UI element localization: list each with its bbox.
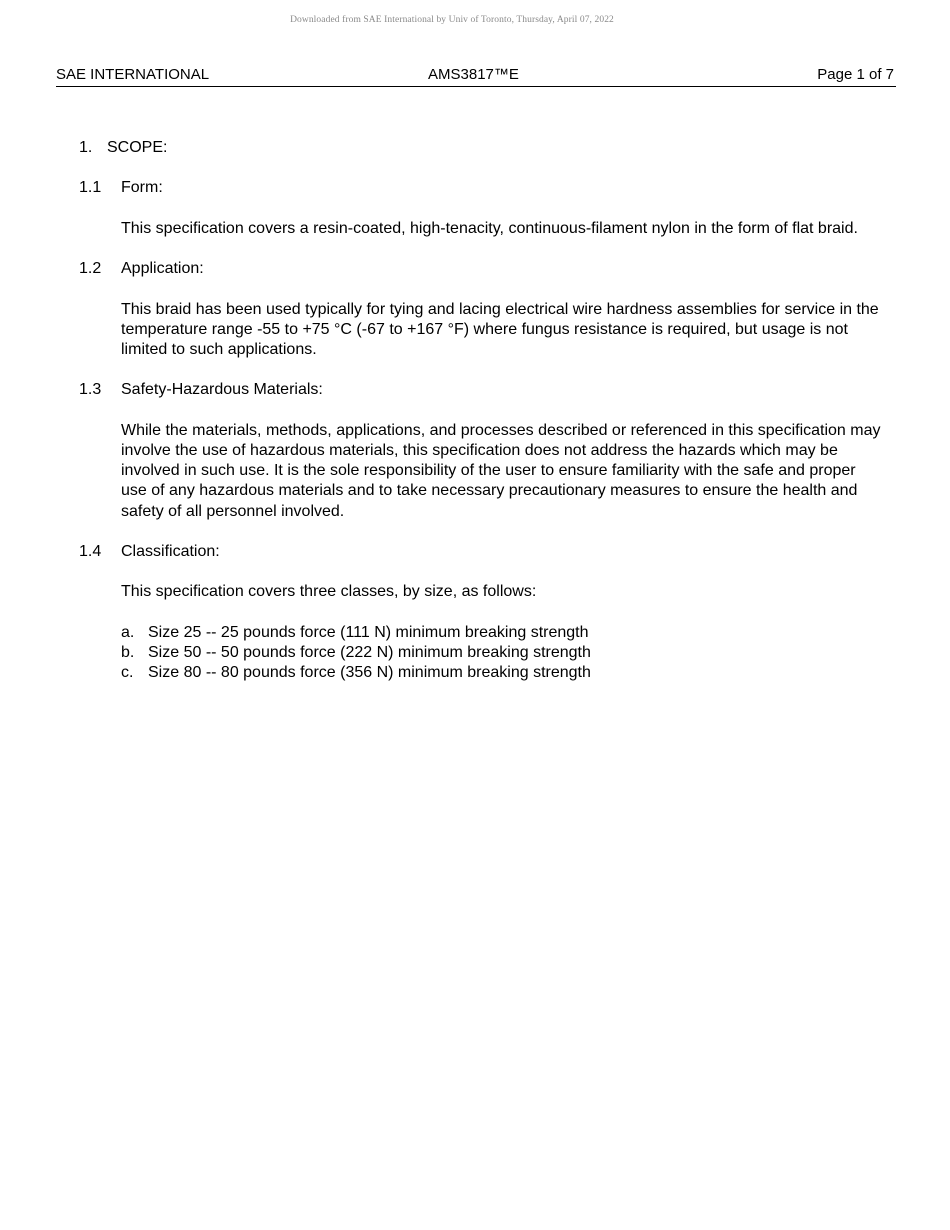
- subsection-safety: [79, 380, 879, 521]
- section-heading: [79, 138, 879, 158]
- header-organization: SAE INTERNATIONAL: [56, 66, 210, 83]
- subsection-number: 1.3: [79, 381, 102, 399]
- list-item-text: Size 50 -- 50 pounds force (222 N) minimum breaking strength: [148, 643, 591, 661]
- list-item-text: Size 80 -- 80 pounds force (356 N) minimum breaking strength: [148, 664, 591, 682]
- class-list: [121, 623, 879, 684]
- subsection-paragraph: This specification covers a resin-coated, high-tenacity, continuous-filament nylon in the form of flat braid.: [121, 219, 858, 237]
- subsection-number: 1.2: [79, 260, 102, 278]
- subsection-heading: [79, 542, 879, 562]
- subsection-heading: [79, 259, 879, 279]
- list-marker: a.: [121, 623, 135, 641]
- subsection-classification: [79, 542, 879, 683]
- subsection-title: Form:: [121, 179, 163, 197]
- subsection-title: Safety-Hazardous Materials:: [121, 381, 323, 399]
- header-page-number: Page 1 of 7: [817, 66, 894, 83]
- subsection-paragraph: While the materials, methods, applications, and processes described or referenced in this specification may involve the use of hazardous materials, this specification does not address the hazards which may be involved in such use. It is the sole responsibility of the user to ensure familiarity with the safe and proper use of any hazardous materials and to take necessary precautionary measures to ensure the health and safety of all personnel involved.: [121, 421, 881, 520]
- subsection-number: 1.1: [79, 179, 102, 197]
- download-watermark: Downloaded from SAE International by Univ of Toronto, Thursday, April 07, 2022: [290, 15, 614, 25]
- list-item: [121, 623, 879, 643]
- header-document-number: AMS3817™E: [428, 66, 519, 83]
- subsection-paragraph: This specification covers three classes, by size, as follows:: [121, 583, 537, 601]
- subsection-application: [79, 259, 879, 360]
- document-body: [79, 138, 879, 683]
- list-item-text: Size 25 -- 25 pounds force (111 N) minimum breaking strength: [148, 623, 589, 641]
- list-marker: b.: [121, 643, 135, 661]
- list-item: [121, 663, 879, 683]
- section-number: 1.: [79, 139, 93, 156]
- subsection-heading: [79, 380, 879, 400]
- subsection-heading: [79, 178, 879, 198]
- subsection-form: [79, 178, 879, 239]
- subsection-title: Classification:: [121, 542, 220, 560]
- list-marker: c.: [121, 664, 134, 682]
- subsection-paragraph: This braid has been used typically for tying and lacing electrical wire hardness assemblies for service in the temperature range -55 to +75 °C (-67 to +167 °F) where fungus resistance is required, but usage is not limited to such applications.: [121, 300, 879, 358]
- page-header: [56, 66, 896, 87]
- subsection-title: Application:: [121, 260, 204, 278]
- subsection-number: 1.4: [79, 542, 102, 560]
- list-item: [121, 643, 879, 663]
- section-title: SCOPE:: [107, 139, 168, 156]
